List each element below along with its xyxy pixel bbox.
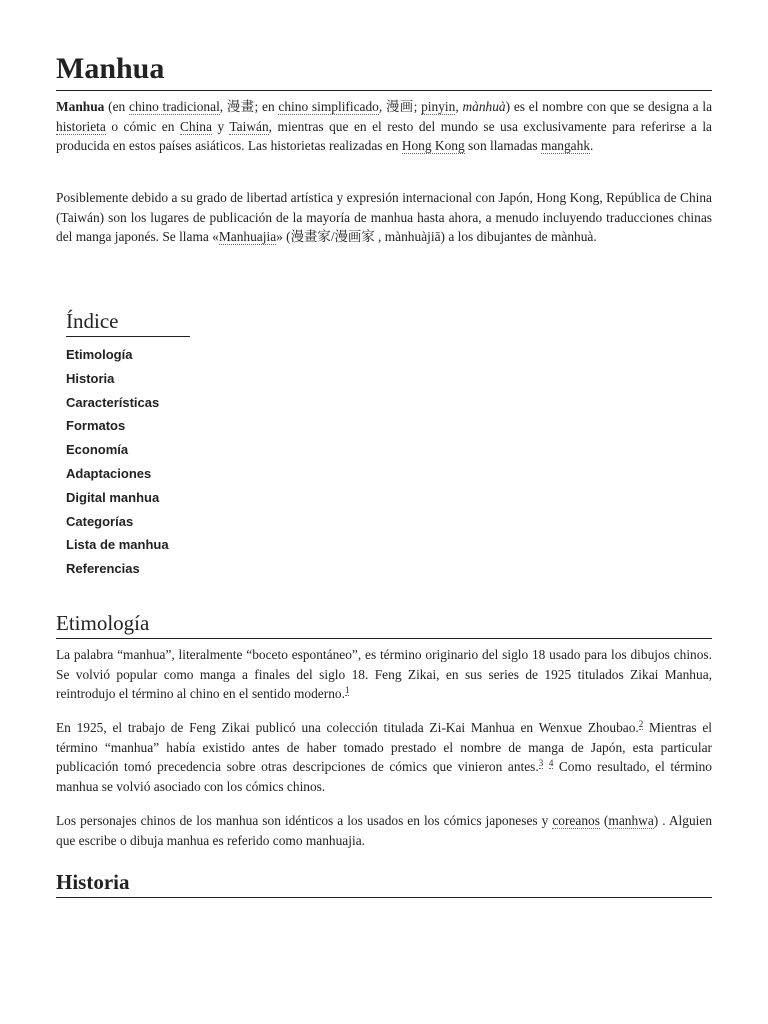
toc-heading: Índice — [66, 308, 190, 337]
intro-text: . — [590, 138, 594, 153]
section-heading-historia: Historia — [56, 869, 712, 898]
intro-text: y — [211, 118, 230, 134]
page-title: Manhua — [56, 52, 712, 91]
intro-text: , mientras que en el resto del mundo se usa exclusivamente para referirse a la producida en estos países asiáticos. Las historietas realizadas en — [56, 118, 712, 153]
link-historieta[interactable]: historieta — [56, 118, 106, 134]
etimologia-paragraph-1 — [56, 645, 712, 704]
toc-item-etimologia[interactable]: Etimología — [66, 347, 133, 362]
intro-text: (en — [104, 99, 130, 114]
toc-item-digital-manhua[interactable]: Digital manhua — [66, 489, 160, 505]
toc-list — [66, 343, 190, 581]
section-heading-etimologia: Etimología — [56, 610, 712, 639]
etimologia-paragraph-3 — [56, 811, 712, 850]
link-pinyin[interactable]: pinyin — [421, 99, 456, 114]
toc-item-caracteristicas[interactable]: Características — [66, 394, 160, 410]
reference-link[interactable]: 3 — [538, 757, 544, 768]
link-manhwa[interactable]: manhwa — [608, 813, 654, 828]
toc-item-formatos[interactable]: Formatos — [66, 418, 126, 434]
link-manhuajia[interactable]: Manhuajia — [218, 229, 277, 244]
intro-text: , — [455, 99, 463, 114]
pinyin-value: mànhuà — [462, 99, 506, 114]
para2-text: Posiblemente debido a su grado de libertad artística y expresión internacional con Japón, Hong Kong, República de China (Taiwán) son los lugares de publicación de la mayoría de manhua hasta ahora, a menudo incluyendo traducciones chinas del manga japonés. Se llama « — [56, 190, 712, 244]
intro-text: son llamadas — [464, 138, 541, 153]
etimologia-text: ) . Alguien que escribe o dibuja manhua es referido como manhuajia. — [56, 813, 713, 848]
second-paragraph — [56, 188, 712, 247]
etimologia-text: En 1925, el trabajo de Feng Zikai publicó una colección titulada Zi-Kai Manhua en Wenxue Zhoubao. — [56, 720, 639, 735]
etimologia-text: Como resultado, el término manhua se volvió asociado con los cómics chinos. — [56, 759, 713, 794]
etimologia-text: Mientras el término “manhua” había existido antes de haber tomado prestado el nombre de manga de Japón, esta particular publicación tomó precedencia sobre otras descripciones de cómics que vinieron antes. — [56, 720, 712, 774]
link-hong-kong[interactable]: Hong Kong — [401, 138, 465, 153]
link-mangahk[interactable]: mangahk — [540, 138, 591, 153]
intro-text: , 漫畫; en — [219, 99, 279, 114]
intro-text: ) es el nombre con que se designa a la — [505, 99, 713, 114]
link-taiwan[interactable]: Taiwán — [229, 118, 269, 134]
toc-item-adaptaciones[interactable]: Adaptaciones — [66, 465, 152, 481]
link-chino-tradicional[interactable]: chino tradicional — [129, 99, 220, 114]
table-of-contents — [66, 308, 190, 581]
intro-text: , 漫画; — [378, 99, 422, 114]
reference-link[interactable]: 2 — [638, 718, 644, 729]
etimologia-text: ( — [599, 813, 609, 828]
toc-item-categorias[interactable]: Categorías — [66, 513, 134, 529]
etimologia-text: La palabra “manhua”, literalmente “boceto espontáneo”, es término originario del siglo 18 usado para los dibujos chinos. Se volvió popular como manga a finales del siglo 18. Feng Zikai, en sus series de 1925 titulados Zikai Manhua, reintrodujo el término al chino en el sentido moderno. — [56, 647, 712, 701]
toc-item-lista-de-manhua[interactable]: Lista de manhua — [66, 537, 169, 553]
link-china[interactable]: China — [179, 118, 212, 134]
para2-text: » (漫畫家/漫画家 , mànhuàjiā) a los dibujantes de mànhuà. — [276, 229, 597, 244]
link-coreanos[interactable]: coreanos — [552, 813, 600, 828]
toc-item-economia[interactable]: Economía — [66, 442, 129, 458]
reference-link[interactable]: 4 — [548, 757, 554, 768]
toc-item-historia[interactable]: Historia — [66, 370, 115, 386]
reference-link[interactable]: 1 — [344, 684, 350, 695]
link-chino-simplificado[interactable]: chino simplificado — [278, 99, 379, 114]
toc-item-referencias[interactable]: Referencias — [66, 561, 140, 577]
intro-paragraph — [56, 97, 712, 156]
intro-text: o cómic en — [105, 118, 180, 134]
etimologia-text: Los personajes chinos de los manhua son idénticos a los usados en los cómics japoneses y — [56, 813, 553, 828]
etimologia-paragraph-2 — [56, 718, 712, 796]
intro-term: Manhua — [56, 99, 105, 114]
